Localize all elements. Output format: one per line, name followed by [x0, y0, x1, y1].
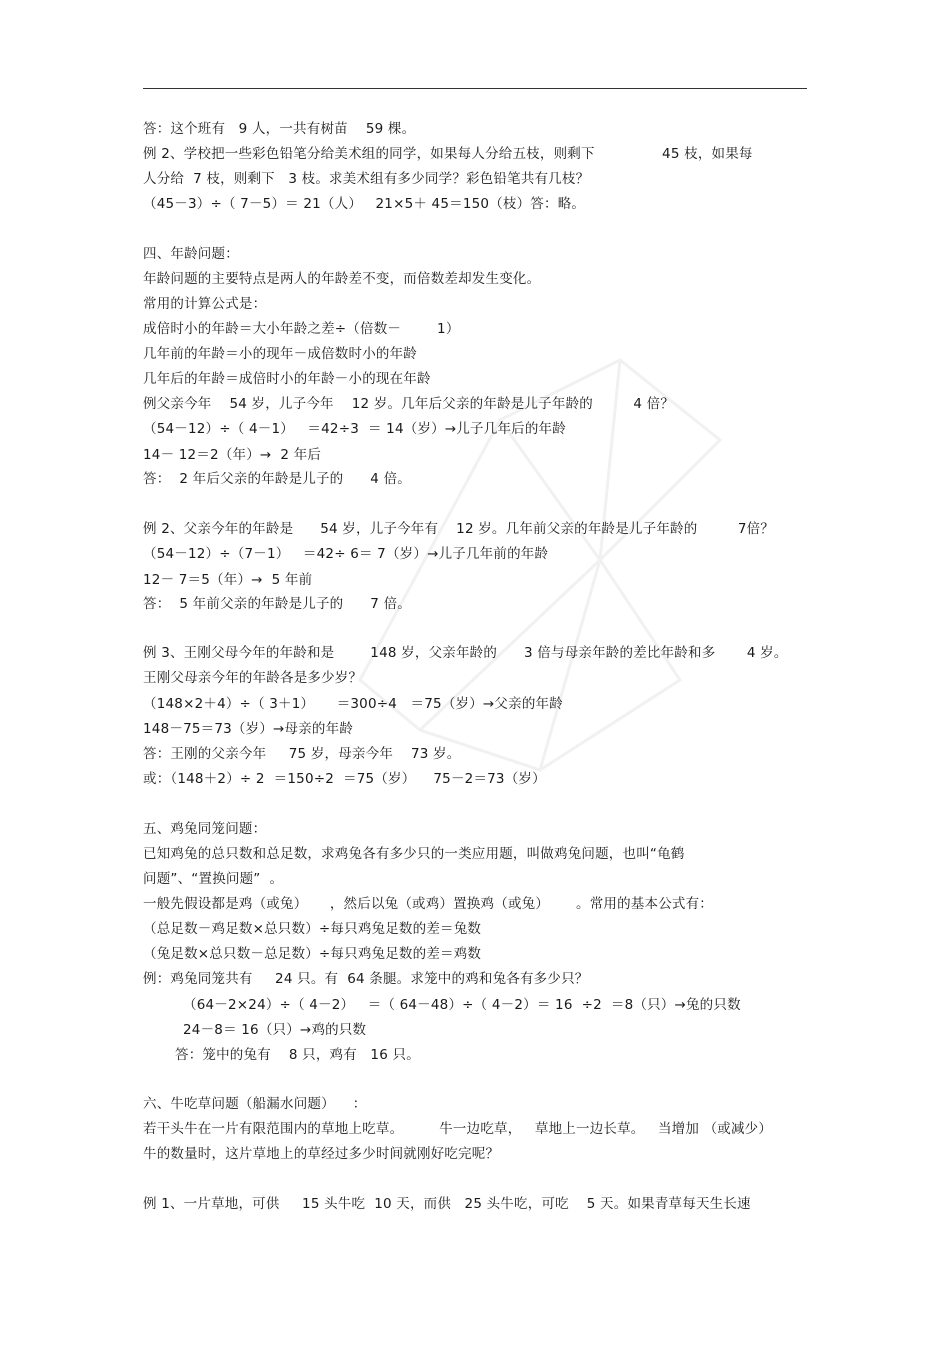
- age-example-3-alternative: 或：（148＋2）÷ 2 ＝150÷2 ＝75（岁） 75－2＝73（岁）: [143, 771, 546, 787]
- chicken-rabbit-example: 例：鸡兔同笼共有 24 只。有 64 条腿。求笼中的鸡和兔各有多少只？: [143, 971, 589, 987]
- chicken-rabbit-desc-line1: 已知鸡兔的总只数和总足数，求鸡兔各有多少只的一类应用题，叫做鸡兔问题，也叫“龟鹤: [143, 846, 685, 862]
- chicken-rabbit-formula-2: （兔足数×总只数－总足数）÷每只鸡兔足数的差＝鸡数: [143, 946, 482, 962]
- chicken-rabbit-formula-1: （总足数－鸡足数×总只数）÷每只鸡兔足数的差＝兔数: [143, 921, 482, 937]
- section-4-heading: 四、年龄问题：: [143, 246, 239, 262]
- age-example-3-answer: 答：王刚的父亲今年 75 岁，母亲今年 73 岁。: [143, 746, 461, 762]
- cow-grass-example-1: 例 1、一片草地，可供 15 头牛吃 10 天，而供 25 头牛吃，可吃 5 天。如果青草每天生长速: [143, 1196, 751, 1212]
- cow-grass-desc-line1: 若干头牛在一片有限范围内的草地上吃草。 牛一边吃草， 草地上一边长草。 当增加 （或减少）: [143, 1121, 773, 1137]
- age-example-2-step1: （54－12）÷（7－1） ＝42÷ 6＝ 7（岁）→儿子几年前的年龄: [143, 546, 549, 562]
- age-example-1: 例父亲今年 54 岁，儿子今年 12 岁。几年后父亲的年龄是儿子年龄的 4 倍？: [143, 396, 675, 412]
- cow-grass-desc-line2: 牛的数量时，这片草地上的草经过多少时间就刚好吃完呢？: [143, 1146, 500, 1162]
- age-example-2-answer: 答： 5 年前父亲的年龄是儿子的 7 倍。: [143, 596, 411, 612]
- age-example-1-step2: 14－ 12＝2（年）→ 2 年后: [143, 447, 322, 463]
- section-5-heading: 五、鸡兔同笼问题：: [143, 821, 267, 837]
- example-2-pencils-line2: 人分给 7 枝，则剩下 3 枝。求美术组有多少同学？彩色铅笔共有几枝？: [143, 171, 590, 187]
- age-problem-description: 年龄问题的主要特点是两人的年龄差不变，而倍数差却发生变化。: [143, 271, 541, 287]
- age-example-2: 例 2、父亲今年的年龄是 54 岁，儿子今年有 12 岁。几年前父亲的年龄是儿子年龄的 7倍？: [143, 521, 775, 537]
- answer-class-trees: 答：这个班有 9 人，一共有树苗 59 棵。: [143, 121, 416, 137]
- age-example-1-answer: 答： 2 年后父亲的年龄是儿子的 4 倍。: [143, 471, 411, 487]
- formula-intro: 常用的计算公式是：: [143, 296, 267, 312]
- example-2-pencils-solution: （45－3）÷（ 7－5）＝ 21（人） 21×5＋ 45＝150（枝）答：略。: [143, 196, 586, 212]
- age-example-3-line2: 王刚父母亲今年的年龄各是多少岁？: [143, 670, 363, 686]
- age-example-3-step2: 148－75＝73（岁）→母亲的年龄: [143, 721, 354, 737]
- section-6-heading: 六、牛吃草问题（船漏水问题） ：: [143, 1096, 367, 1112]
- age-example-3-line1: 例 3、王刚父母今年的年龄和是 148 岁，父亲年龄的 3 倍与母亲年龄的差比年龄和多 4 岁。: [143, 645, 788, 661]
- chicken-rabbit-step1: （64－2×24）÷（ 4－2） ＝（ 64－48）÷（ 4－2）＝ 16 ÷2 ＝8（只）→兔的只数: [183, 997, 741, 1013]
- example-2-pencils-line1: 例 2、学校把一些彩色铅笔分给美术组的同学，如果每人分给五枝，则剩下 45 枝，如果每: [143, 146, 753, 162]
- chicken-rabbit-step2: 24－8＝ 16（只）→鸡的只数: [183, 1022, 367, 1038]
- chicken-rabbit-assumption: 一般先假设都是鸡（或兔） ，然后以兔（或鸡）置换鸡（或兔） 。常用的基本公式有：: [143, 896, 714, 912]
- age-example-3-step1: （148×2＋4）÷（ 3＋1） ＝300÷4 ＝75（岁）→父亲的年龄: [143, 696, 563, 712]
- age-example-2-step2: 12－ 7＝5（年）→ 5 年前: [143, 572, 313, 588]
- age-example-1-step1: （54－12）÷（ 4－1） ＝42÷3 ＝ 14（岁）→儿子几年后的年龄: [143, 421, 566, 437]
- formula-2: 几年前的年龄＝小的现年－成倍数时小的年龄: [143, 346, 417, 362]
- formula-1: 成倍时小的年龄＝大小年龄之差÷（倍数－ 1）: [143, 321, 460, 337]
- header-rule: [143, 88, 807, 89]
- chicken-rabbit-answer: 答：笼中的兔有 8 只，鸡有 16 只。: [175, 1047, 420, 1063]
- formula-3: 几年后的年龄＝成倍时小的年龄－小的现在年龄: [143, 371, 431, 387]
- chicken-rabbit-desc-line2: 问题”、“置换问题” 。: [143, 871, 284, 887]
